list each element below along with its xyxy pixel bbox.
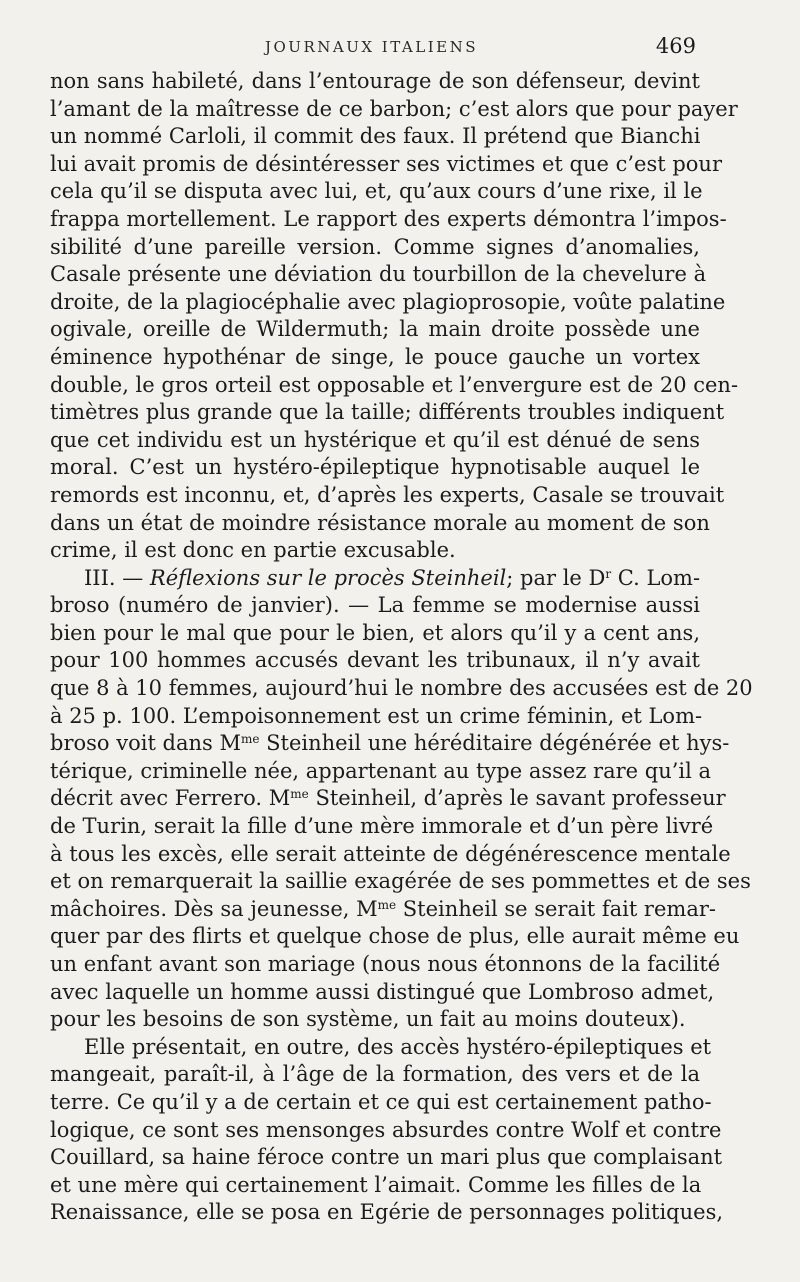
text-line: mâchoires. Dès sa jeunesse, $M^{me}$ Steinheil se serait fait remar-: [50, 896, 716, 921]
text-line: broso (numéro de janvier). — La femme se modernise aussi: [50, 593, 700, 618]
text-line: droite, de la plagiocéphalie avec plagioprosopie, voûte palatine: [50, 289, 726, 314]
text-line: pour les besoins de son système, un fait au moins douteux).: [50, 1007, 686, 1032]
text-line: avec laquelle un homme aussi distingué que Lombroso admet,: [50, 979, 715, 1004]
page-number: 469: [655, 34, 696, 58]
text-line: cela qu’il se disputa avec lui, et, qu’aux cours d’une rixe, il le: [50, 179, 703, 204]
text-line: à 25 p. 100. L’empoisonnement est un crime féminin, et Lom-: [50, 703, 703, 728]
page-header: [0, 34, 800, 64]
body-text: [50, 68, 753, 1227]
text-line: un enfant avant son mariage (nous nous étonnons de la facilité: [50, 952, 721, 976]
text-line: pour 100 hommes accusés devant les tribunaux, il n’y avait: [50, 648, 700, 673]
text-line: que cet individu est un hystérique et qu’il est dénué de sens: [50, 427, 700, 452]
text-line: terre. Ce qu’il y a de certain et ce qui est certainement patho-: [50, 1089, 712, 1114]
text-line: Elle présentait, en outre, des accès hystéro-épileptiques et: [84, 1034, 712, 1059]
text-line: éminence hypothénar de singe, le pouce gauche un vortex: [50, 344, 700, 369]
text-line: broso voit dans $M^{me}$ Steinheil une héréditaire dégénérée et hys-: [50, 731, 730, 756]
article-title: Réflexions sur le procès Steinheil: [149, 565, 507, 590]
text-line: moral. C’est un hystéro-épileptique hypnotisable auquel le: [50, 455, 700, 480]
text-line: ogivale, oreille de Wildermuth; la main droite possède une: [50, 317, 700, 342]
running-head: JOURNAUX ITALIENS: [265, 38, 478, 56]
text-line: non sans habileté, dans l’entourage de son défenseur, devint: [50, 69, 700, 93]
text-line: remords est inconnu, et, d’après les experts, Casale se trouvait: [50, 482, 725, 507]
text-line: frappa mortellement. Le rapport des experts démontra l’impos-: [50, 206, 727, 231]
text-line: crime, il est donc en partie excusable.: [50, 538, 456, 563]
section-heading-line: III. — Réflexions sur le procès Steinheil; par le $D^r$ C. Lom-: [84, 565, 701, 590]
text-line: timètres plus grande que la taille; différents troubles indiquent: [50, 400, 725, 425]
text-line: logique, ce sont ses mensonges absurdes contre Wolf et contre: [50, 1117, 722, 1142]
text-line: bien pour le mal que pour le bien, et alors qu’il y a cent ans,: [50, 620, 700, 645]
text-line: Renaissance, elle se posa en Egérie de personnages politiques,: [50, 1200, 724, 1225]
text-line: double, le gros orteil est opposable et l’envergure est de 20 cen-: [50, 372, 739, 397]
text-line: l’amant de la maîtresse de ce barbon; c’est alors que pour payer: [50, 96, 738, 121]
text-line: dans un état de moindre résistance morale au moment de son: [50, 510, 710, 535]
text-line: sibilité d’une pareille version. Comme signes d’anomalies,: [50, 234, 700, 259]
text-line: et on remarquerait la saillie exagérée de ses pommettes et de ses: [50, 869, 751, 894]
text-line: et une mère qui certainement l’aimait. Comme les filles de la: [50, 1172, 702, 1197]
text-line: mangeait, paraît-il, à l’âge de la formation, des vers et de la: [50, 1062, 700, 1087]
text-line: lui avait promis de désintéresser ses victimes et que c’est pour: [50, 151, 722, 176]
text-line: Couillard, sa haine féroce contre un mari plus que complaisant: [50, 1145, 723, 1170]
text-line: quer par des flirts et quelque chose de plus, elle aurait même eu: [50, 924, 740, 949]
text-line: un nommé Carloli, il commit des faux. Il prétend que Bianchi: [50, 124, 701, 149]
text-line: térique, criminelle née, appartenant au type assez rare qu’il a: [50, 758, 712, 783]
section-number: III. —: [84, 565, 150, 590]
text-line: de Turin, serait la fille d’une mère immorale et d’un père livré: [50, 814, 714, 839]
text-line: que 8 à 10 femmes, aujourd’hui le nombre des accusées est de 20: [50, 676, 753, 701]
text-line: décrit avec Ferrero. $M^{me}$ Steinheil, d’après le savant professeur: [50, 786, 726, 811]
text-line: à tous les excès, elle serait atteinte de dégénérescence mentale: [50, 841, 731, 866]
text-line: Casale présente une déviation du tourbillon de la chevelure à: [50, 262, 707, 287]
